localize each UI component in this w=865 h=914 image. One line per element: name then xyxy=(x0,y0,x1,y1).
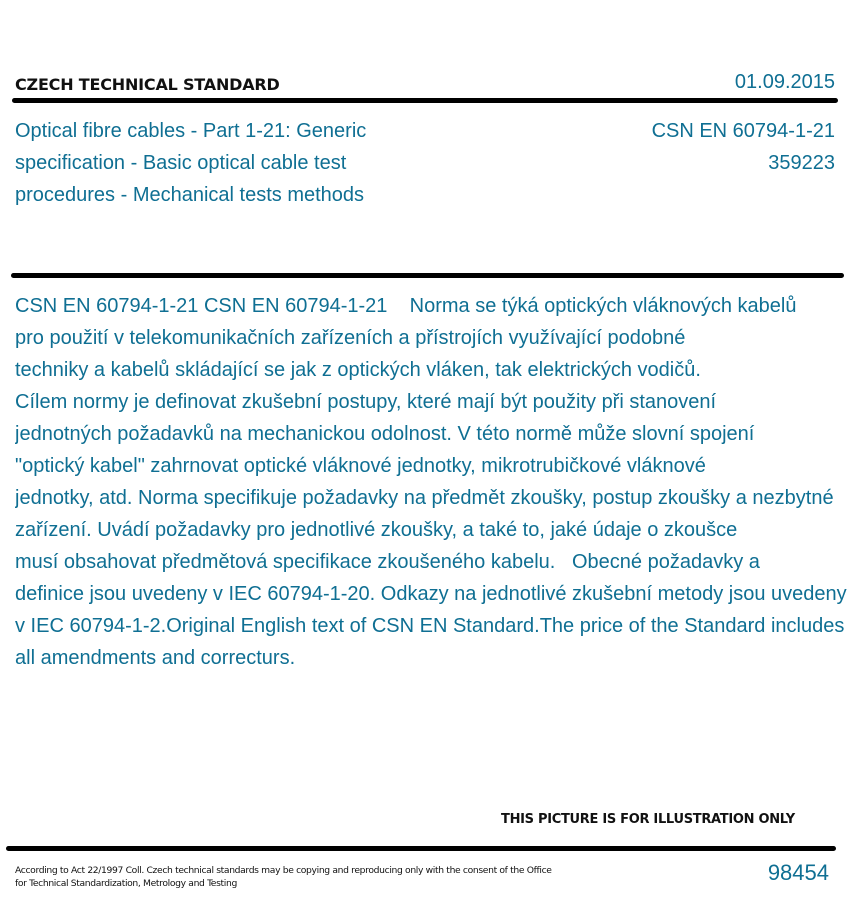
standard-title-line: specification - Basic optical cable test xyxy=(15,152,347,174)
description-line: Cílem normy je definovat zkušební postupy, které mají být použity při stanovení xyxy=(15,391,717,413)
standard-identifiers xyxy=(652,115,835,179)
document-type-heading: CZECH TECHNICAL STANDARD xyxy=(15,75,280,94)
description-line: jednotky, atd. Norma specifikuje požadavky na předmět zkoušky, postup zkoušky a nezbytné xyxy=(15,487,834,509)
class-number: 359223 xyxy=(768,152,835,174)
catalog-number: 98454 xyxy=(767,860,829,885)
standard-title xyxy=(15,115,435,211)
description-line: pro použití v telekomunikačních zařízeních a přístrojích využívající podobné xyxy=(15,327,686,349)
description-line: v IEC 60794-1-2.Original English text of CSN EN Standard.The price of the Standard includes xyxy=(15,615,845,637)
standard-title-line: Optical fibre cables - Part 1-21: Generic xyxy=(15,120,367,142)
description-line: all amendments and correcturs. xyxy=(15,647,296,669)
footer-divider xyxy=(6,846,836,851)
standard-code: CSN EN 60794-1-21 xyxy=(651,120,835,142)
description-line: "optický kabel" zahrnovat optické vláknové jednotky, mikrotrubičkové vláknové xyxy=(15,455,706,477)
standard-title-line: procedures - Mechanical tests methods xyxy=(15,184,365,206)
description-line: CSN EN 60794-1-21 CSN EN 60794-1-21 Norma se týká optických vláknových kabelů xyxy=(15,295,797,317)
description-line: techniky a kabelů skládající se jak z optických vláken, tak elektrických vodičů. xyxy=(15,359,701,381)
description-line: musí obsahovat předmětová specifikace zkoušeného kabelu. Obecné požadavky a xyxy=(15,551,760,573)
illustration-notice: THIS PICTURE IS FOR ILLUSTRATION ONLY xyxy=(501,812,795,827)
legal-notice xyxy=(15,864,552,890)
section-divider xyxy=(11,273,844,278)
legal-line: for Technical Standardization, Metrology and Testing xyxy=(15,878,237,889)
description-line: definice jsou uvedeny v IEC 60794-1-20. Odkazy na jednotlivé zkušební metody jsou uvedeny xyxy=(15,583,847,605)
publication-date: 01.09.2015 xyxy=(734,71,835,93)
description-text xyxy=(15,290,865,674)
header-divider xyxy=(12,98,838,103)
description-line: zařízení. Uvádí požadavky pro jednotlivé zkoušky, a také to, jaké údaje o zkoušce xyxy=(15,519,738,541)
description-line: jednotných požadavků na mechanickou odolnost. V této normě může slovní spojení xyxy=(15,423,755,445)
legal-line: According to Act 22/1997 Coll. Czech technical standards may be copying and reproducing only with the consent of the Office xyxy=(15,865,552,876)
